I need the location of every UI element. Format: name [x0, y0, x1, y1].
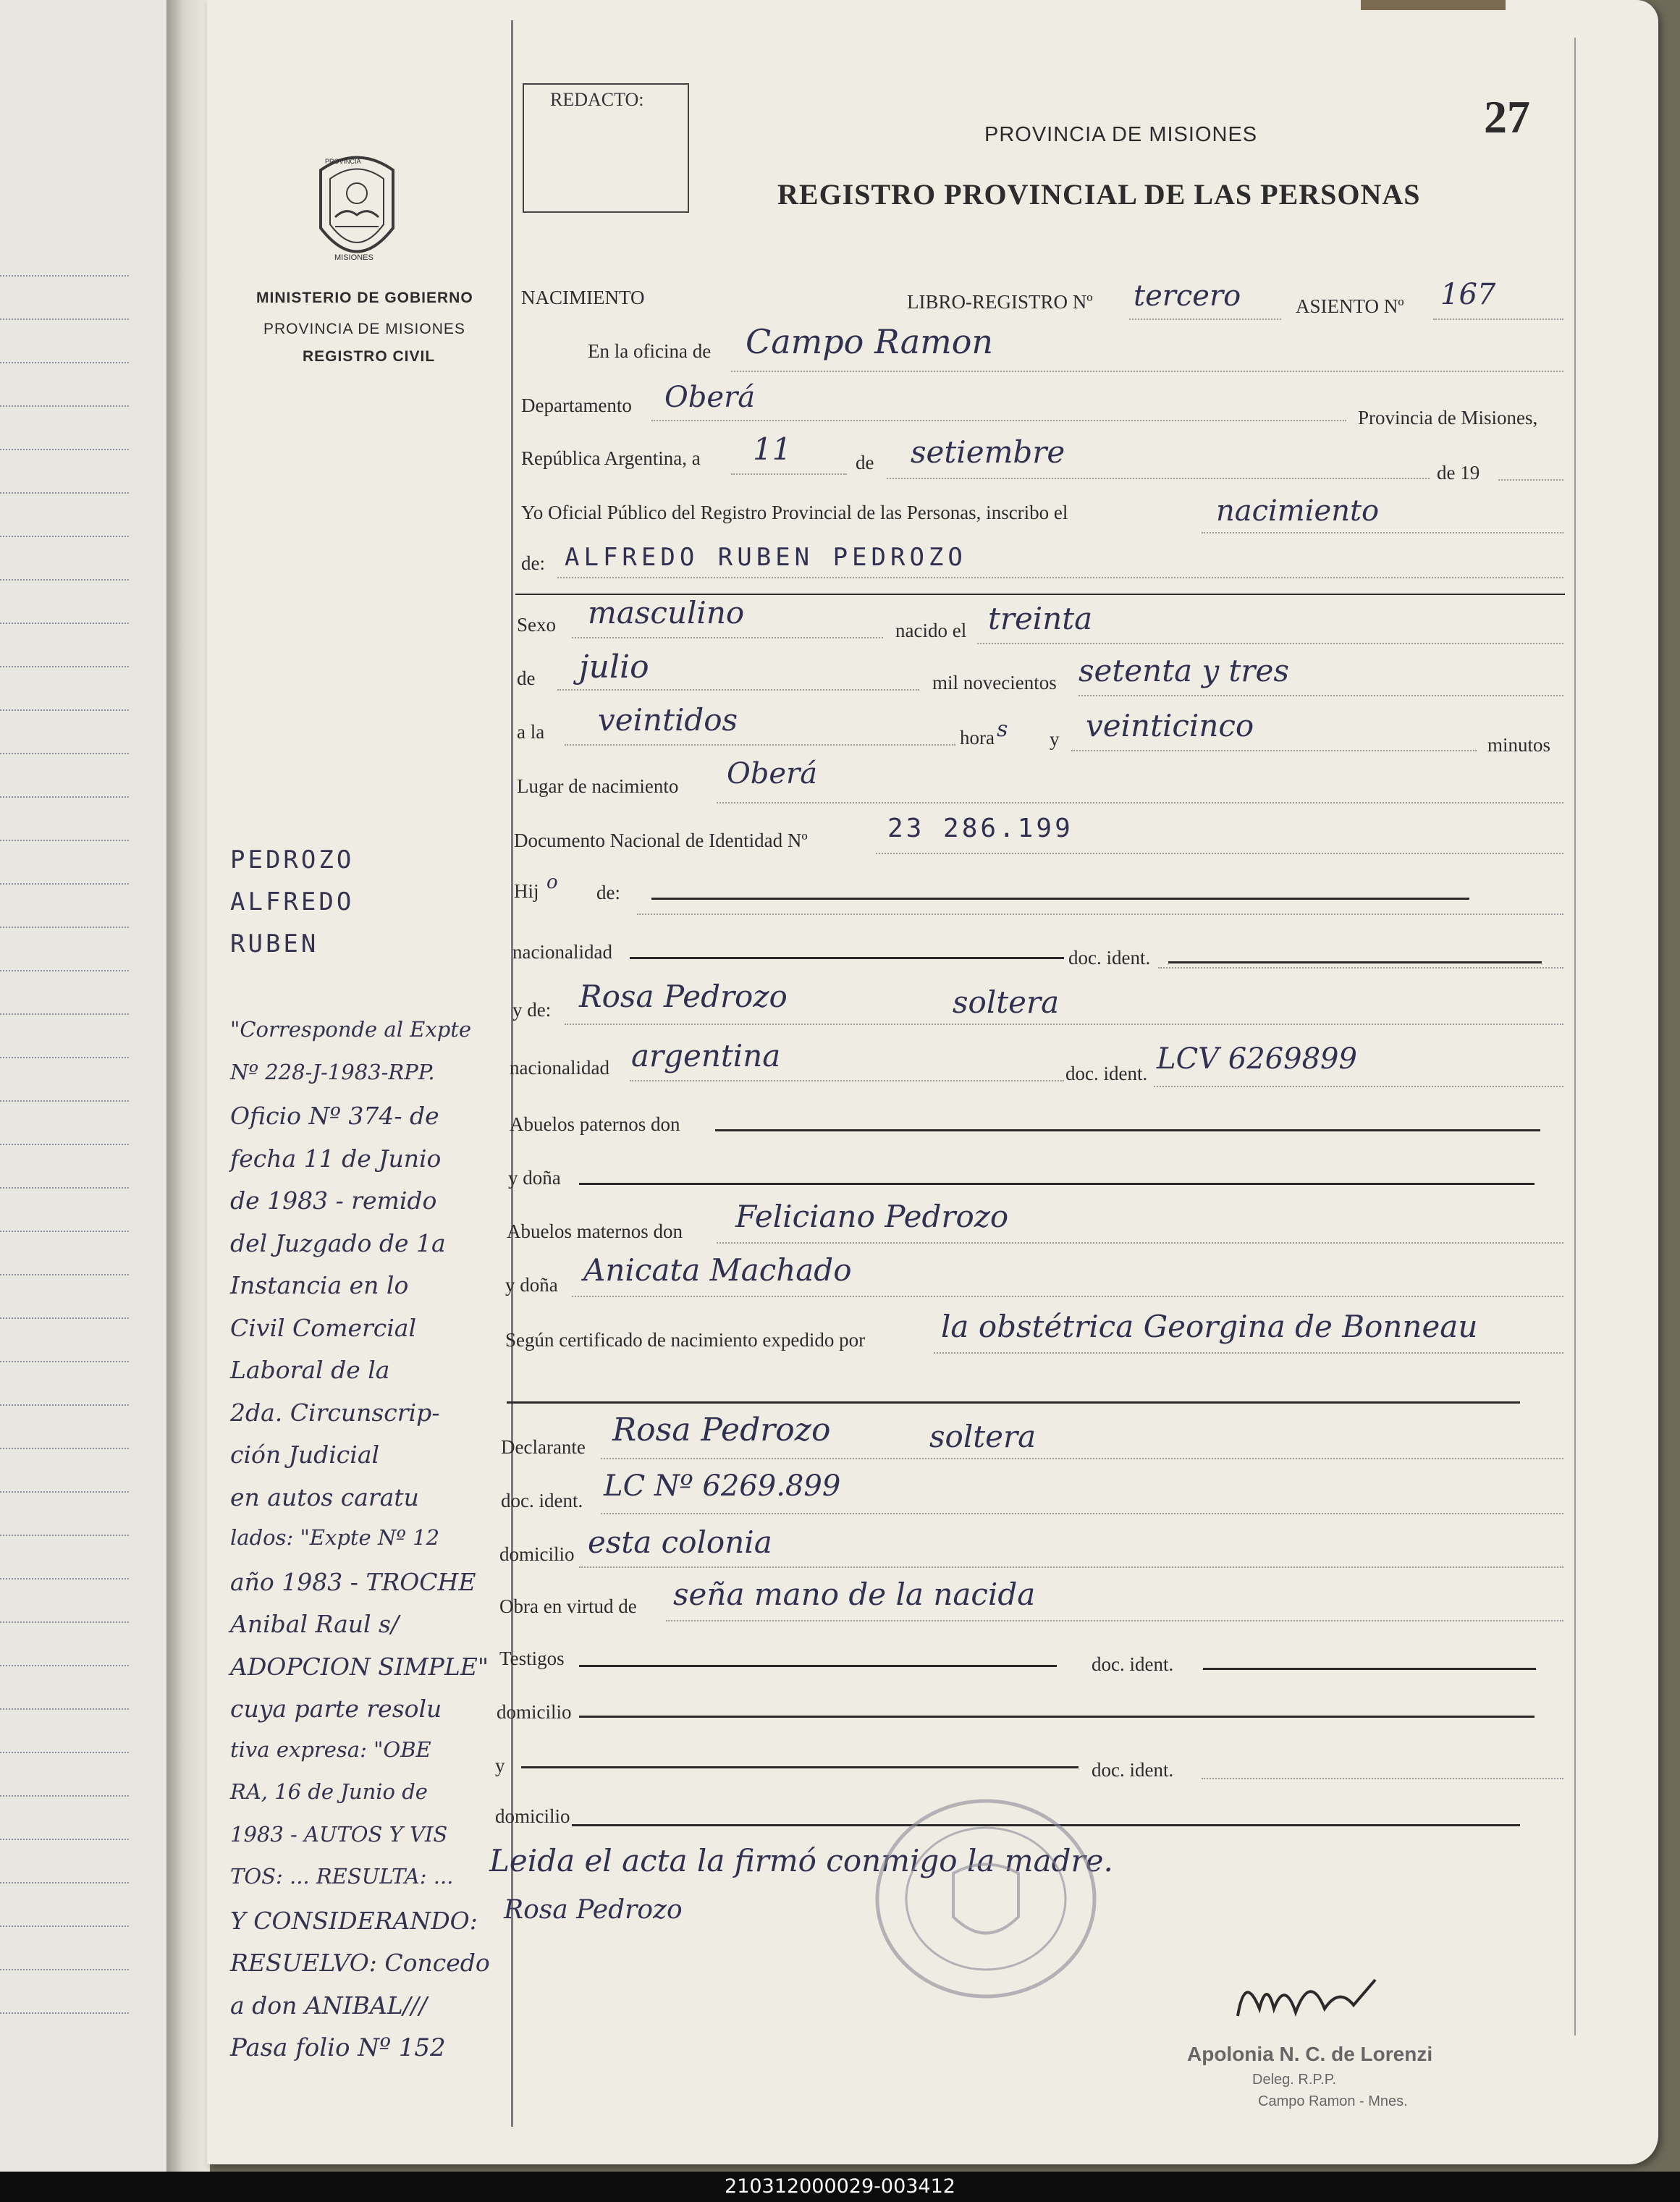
mil-label: mil novecientos [932, 672, 1057, 693]
abuelos-mat-label: Abuelos maternos don [507, 1220, 683, 1242]
margin-note-line: ción Judicial [230, 1440, 380, 1469]
sexo-value: masculino [588, 595, 745, 630]
margin-note-line: 2da. Circunscrip- [230, 1398, 440, 1427]
redacto-label: REDACTO: [550, 89, 644, 110]
ruled-line [0, 1969, 129, 1970]
domicilio1-label: domicilio [499, 1543, 575, 1565]
hora-label: hora [960, 727, 995, 748]
anio-label: de 19 [1437, 462, 1480, 484]
certificado-label: Según certificado de nacimiento expedido por [505, 1329, 866, 1351]
domicilio2-label: domicilio [497, 1701, 572, 1723]
acta-type-label: NACIMIENTO [521, 287, 645, 308]
nacionalidad2-value: argentina [631, 1038, 781, 1073]
ruled-line [0, 927, 129, 928]
margin-note-line: RUBEN [230, 929, 319, 958]
oficial-text: Yo Oficial Público del Registro Provincial de las Personas, inscribo el [521, 502, 1068, 523]
ruled-line [0, 1665, 129, 1666]
ruled-line [0, 1100, 129, 1102]
ruled-line [0, 1882, 129, 1883]
oficina-value: Campo Ramon [746, 322, 994, 361]
ruled-line [0, 753, 129, 754]
binding-tab [1361, 0, 1506, 10]
hijo-suffix: o [546, 872, 558, 893]
ruled-line [0, 1795, 129, 1797]
mes-nac-value: julio [579, 649, 649, 686]
book-spine [166, 0, 210, 2172]
certificado-value: la obstétrica Georgina de Bonneau [941, 1309, 1478, 1344]
nombre-value: ALFREDO RUBEN PEDROZO [565, 543, 967, 572]
abuelos-mat-don-value: Feliciano Pedrozo [735, 1199, 1009, 1234]
docident2-value: LCV 6269899 [1157, 1042, 1357, 1076]
cierre-text: Leida el acta la firmó conmigo la madre. [489, 1843, 1113, 1878]
dni-label: Documento Nacional de Identidad Nº [514, 830, 808, 851]
nacido-value: treinta [988, 601, 1093, 636]
margin-note-line: año 1983 - TROCHE [230, 1567, 476, 1596]
oficial-value: nacimiento [1216, 494, 1380, 528]
margin-note-line: RESUELVO: Concedo [230, 1949, 490, 1977]
sexo-label: Sexo [517, 614, 556, 636]
a-la-label: a la [517, 721, 545, 743]
ruled-line [0, 492, 129, 494]
ruled-line [0, 579, 129, 581]
ruled-line [0, 1361, 129, 1362]
signatory-name: Apolonia N. C. de Lorenzi [1187, 2043, 1433, 2065]
docident5-label: doc. ident. [1092, 1759, 1174, 1781]
ministry-province: PROVINCIA DE MISIONES [263, 321, 465, 337]
docident3-value: LC Nº 6269.899 [604, 1469, 841, 1503]
ruled-line [0, 1404, 129, 1406]
obra-value: seña mano de la nacida [673, 1577, 1036, 1612]
lugar-label: Lugar de nacimiento [517, 775, 679, 797]
ruled-line [0, 2012, 129, 2014]
ministry-name: MINISTERIO DE GOBIERNO [256, 290, 473, 306]
ruled-line [0, 1925, 129, 1927]
declarante-value: Rosa Pedrozo [612, 1412, 831, 1448]
ruled-line [0, 1013, 129, 1015]
ruled-line [0, 405, 129, 407]
provincia-label: Provincia de Misiones, [1358, 407, 1538, 429]
margin-note-line: tiva expresa: "OBE [230, 1737, 431, 1762]
folio-number: 27 [1484, 91, 1530, 143]
minutos-label: minutos [1487, 734, 1551, 756]
ruled-line [0, 1317, 129, 1319]
seal-bottom-text: MISIONES [334, 253, 373, 262]
image-id-footer: 210312000029-003412 [0, 2172, 1680, 2202]
yde-label: y de: [512, 999, 552, 1021]
ruled-line [0, 666, 129, 667]
domicilio1-value: esta colonia [588, 1524, 772, 1560]
margin-note-line: Instancia en lo [230, 1271, 409, 1299]
nacido-label: nacido el [895, 620, 967, 641]
ruled-line [0, 275, 129, 277]
ruled-line [0, 1752, 129, 1753]
oficina-label: En la oficina de [588, 340, 712, 362]
y-label: y [1050, 728, 1060, 750]
right-margin-rule [1574, 38, 1576, 2036]
page-title: REGISTRO PROVINCIAL DE LAS PERSONAS [777, 178, 1421, 211]
province-heading: PROVINCIA DE MISIONES [984, 123, 1258, 146]
ruled-line [0, 1708, 129, 1710]
declarante-estado: soltera [929, 1419, 1037, 1454]
hora-s: s [997, 717, 1008, 742]
ruled-line [0, 1274, 129, 1275]
docident1-label: doc. ident. [1068, 947, 1151, 969]
signatory-role: Deleg. R.P.P. [1252, 2072, 1337, 2088]
margin-note-line: fecha 11 de Junio [230, 1144, 442, 1173]
y2-label: y [495, 1755, 505, 1776]
docident4-label: doc. ident. [1092, 1653, 1174, 1675]
ruled-line [0, 796, 129, 798]
anio-nac-value: setenta y tres [1079, 653, 1289, 688]
margin-note-line: Oficio Nº 374- de [230, 1102, 439, 1130]
margin-note-line: de 1983 - remido [230, 1186, 437, 1215]
hijo-de-label: de: [596, 882, 620, 903]
ydona1-label: y doña [508, 1167, 561, 1189]
minutos-value: veinticinco [1086, 708, 1254, 743]
hijo-label: Hij [514, 880, 539, 902]
asiento-value: 167 [1440, 278, 1496, 311]
ruled-line [0, 1144, 129, 1145]
lugar-value: Oberá [727, 757, 818, 790]
ruled-line [0, 319, 129, 320]
registry-stamp-icon [863, 1787, 1109, 2011]
margin-note-line: del Juzgado de 1a [230, 1228, 446, 1257]
ruled-line [0, 1057, 129, 1058]
ruled-line [0, 883, 129, 885]
margin-note-line: RA, 16 de Junio de [230, 1779, 428, 1804]
obra-label: Obra en virtud de [499, 1595, 637, 1617]
testigos-label: Testigos [499, 1648, 565, 1669]
nacionalidad1-label: nacionalidad [512, 941, 612, 963]
ruled-line [0, 709, 129, 711]
departamento-label: Departamento [521, 395, 632, 416]
dia-value: 11 [753, 431, 792, 467]
margin-note-line: ALFREDO [230, 887, 355, 916]
departamento-value: Oberá [664, 381, 756, 414]
dni-value: 23 286.199 [887, 814, 1073, 843]
de-label: de [856, 452, 874, 473]
abuelos-mat-dona-value: Anicata Machado [583, 1252, 852, 1288]
margin-note-line: Pasa folio Nº 152 [230, 2033, 446, 2062]
margin-note-line: Anibal Raul s/ [230, 1610, 400, 1638]
margin-note-line: a don ANIBAL/// [230, 1991, 427, 2020]
ruled-line [0, 970, 129, 971]
ruled-line [0, 623, 129, 624]
hora-value: veintidos [598, 702, 738, 738]
margin-note-line: en autos caratu [230, 1482, 419, 1511]
margin-note-line: Y CONSIDERANDO: [230, 1906, 478, 1935]
nacionalidad2-label: nacionalidad [510, 1057, 609, 1079]
mes-value: setiembre [911, 434, 1065, 470]
madre-estado: soltera [953, 984, 1060, 1020]
ruled-line [0, 449, 129, 450]
ruled-line [0, 1448, 129, 1449]
margin-note-line: Nº 228-J-1983-RPP. [230, 1059, 435, 1084]
nombre-label: de: [521, 552, 545, 574]
margin-note-line: 1983 - AUTOS Y VIS [230, 1821, 448, 1847]
ministry-registry: REGISTRO CIVIL [303, 348, 436, 365]
ruled-line [0, 1535, 129, 1536]
ruled-line [0, 1839, 129, 1840]
seal-top-text: PROVINCIA [325, 158, 361, 165]
abuelos-pat-label: Abuelos paternos don [510, 1113, 680, 1135]
docident3-label: doc. ident. [501, 1490, 583, 1511]
ruled-line [0, 1187, 129, 1189]
asiento-label: ASIENTO Nº [1296, 295, 1404, 317]
madre-value: Rosa Pedrozo [579, 979, 788, 1014]
domicilio3-label: domicilio [495, 1805, 570, 1827]
ydona2-label: y doña [505, 1274, 558, 1296]
ruled-line [0, 536, 129, 537]
margin-note-line: ADOPCION SIMPLE" [230, 1652, 489, 1681]
declarante-label: Declarante [501, 1436, 586, 1458]
ruled-line [0, 1231, 129, 1232]
official-signature-icon [1231, 1958, 1419, 2038]
signatory-place: Campo Ramon - Mnes. [1258, 2093, 1408, 2109]
madre-firma: Rosa Pedrozo [504, 1895, 683, 1925]
ruled-line [0, 840, 129, 841]
facing-page [0, 0, 166, 2172]
margin-note-line: PEDROZO [230, 845, 355, 874]
ruled-line [0, 362, 129, 363]
ruled-line [0, 1578, 129, 1579]
margin-note-line: Civil Comercial [230, 1313, 417, 1342]
republica-label: República Argentina, a [521, 447, 701, 469]
margin-note-line: lados: "Expte Nº 12 [230, 1525, 440, 1550]
margin-note-line: TOS: ... RESULTA: ... [230, 1864, 454, 1889]
margin-note-line: cuya parte resolu [230, 1695, 442, 1723]
libro-label: LIBRO-REGISTRO Nº [907, 291, 1093, 313]
libro-value: tercero [1134, 279, 1241, 313]
margin-note-line: Laboral de la [230, 1356, 390, 1384]
ruled-line [0, 1491, 129, 1493]
de2-label: de [517, 667, 536, 689]
margin-note-line: "Corresponde al Expte [230, 1017, 472, 1042]
ruled-line [0, 1621, 129, 1623]
docident2-label: doc. ident. [1065, 1063, 1148, 1084]
redacto-box [523, 83, 689, 213]
